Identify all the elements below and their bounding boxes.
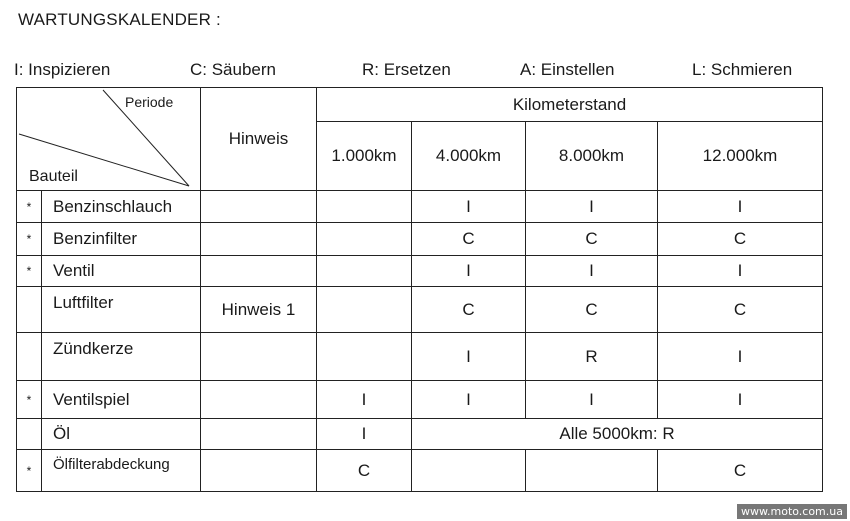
km4000-cell: C <box>412 223 526 256</box>
hinweis-cell: Hinweis 1 <box>201 287 317 333</box>
km4000-cell: I <box>412 191 526 223</box>
hinweis-cell <box>201 450 317 492</box>
table-row <box>17 450 823 492</box>
km12000-cell: C <box>658 287 823 333</box>
star-marker <box>17 419 42 450</box>
km12000-cell: I <box>658 381 823 419</box>
part-name: Ölfilterabdeckung <box>42 450 201 492</box>
legend-schmieren: L: Schmieren <box>692 60 793 79</box>
km8000-cell: C <box>526 223 658 256</box>
part-name: Luftfilter <box>42 287 201 333</box>
km-header-4000: 4.000km <box>412 122 526 191</box>
table-row <box>17 287 823 333</box>
part-name: Zündkerze <box>42 333 201 381</box>
merged-interval-cell: Alle 5000km: R <box>412 419 823 450</box>
table-row <box>17 256 823 287</box>
km1000-cell <box>317 256 412 287</box>
km12000-cell: I <box>658 333 823 381</box>
table-row <box>17 381 823 419</box>
km4000-cell: I <box>412 333 526 381</box>
header-corner-cell <box>17 88 201 191</box>
hinweis-cell <box>201 223 317 256</box>
legend-inspizieren: I: Inspizieren <box>14 60 111 79</box>
star-marker: * <box>17 223 42 256</box>
page-title: WARTUNGSKALENDER : <box>18 10 221 29</box>
star-marker <box>17 287 42 333</box>
hinweis-cell <box>201 191 317 223</box>
km4000-cell: I <box>412 381 526 419</box>
star-marker: * <box>17 191 42 223</box>
legend-einstellen: A: Einstellen <box>520 60 615 79</box>
km12000-cell: C <box>658 450 823 492</box>
table-row <box>17 333 823 381</box>
watermark-link[interactable]: www.moto.com.ua <box>737 504 847 519</box>
km12000-cell: I <box>658 191 823 223</box>
hinweis-cell <box>201 333 317 381</box>
km1000-cell: C <box>317 450 412 492</box>
part-name: Ventilspiel <box>42 381 201 419</box>
km4000-cell <box>412 450 526 492</box>
maintenance-table <box>16 87 823 492</box>
km1000-cell <box>317 191 412 223</box>
star-marker: * <box>17 256 42 287</box>
km1000-cell <box>317 333 412 381</box>
km4000-cell: I <box>412 256 526 287</box>
kilometerstand-header: Kilometerstand <box>317 88 823 122</box>
periode-label: Periode <box>125 94 174 110</box>
hinweis-header: Hinweis <box>201 88 317 191</box>
table-row <box>17 419 823 450</box>
km1000-cell: I <box>317 419 412 450</box>
star-marker <box>17 333 42 381</box>
hinweis-cell <box>201 256 317 287</box>
km12000-cell: I <box>658 256 823 287</box>
km1000-cell: I <box>317 381 412 419</box>
km1000-cell <box>317 223 412 256</box>
legend-ersetzen: R: Ersetzen <box>362 60 451 79</box>
km4000-cell: C <box>412 287 526 333</box>
km-header-1000: 1.000km <box>317 122 412 191</box>
part-name: Öl <box>42 419 201 450</box>
legend-saeubern: C: Säubern <box>190 60 276 79</box>
km12000-cell: C <box>658 223 823 256</box>
part-name: Benzinfilter <box>42 223 201 256</box>
table-row <box>17 191 823 223</box>
star-marker: * <box>17 381 42 419</box>
part-name: Ventil <box>42 256 201 287</box>
km1000-cell <box>317 287 412 333</box>
km8000-cell: R <box>526 333 658 381</box>
star-marker: * <box>17 450 42 492</box>
km8000-cell: I <box>526 191 658 223</box>
table-row <box>17 223 823 256</box>
km8000-cell: C <box>526 287 658 333</box>
km8000-cell: I <box>526 256 658 287</box>
part-name: Benzinschlauch <box>42 191 201 223</box>
hinweis-cell <box>201 419 317 450</box>
km-header-8000: 8.000km <box>526 122 658 191</box>
bauteil-label: Bauteil <box>29 168 78 185</box>
km8000-cell: I <box>526 381 658 419</box>
km8000-cell <box>526 450 658 492</box>
km-header-12000: 12.000km <box>658 122 823 191</box>
hinweis-cell <box>201 381 317 419</box>
